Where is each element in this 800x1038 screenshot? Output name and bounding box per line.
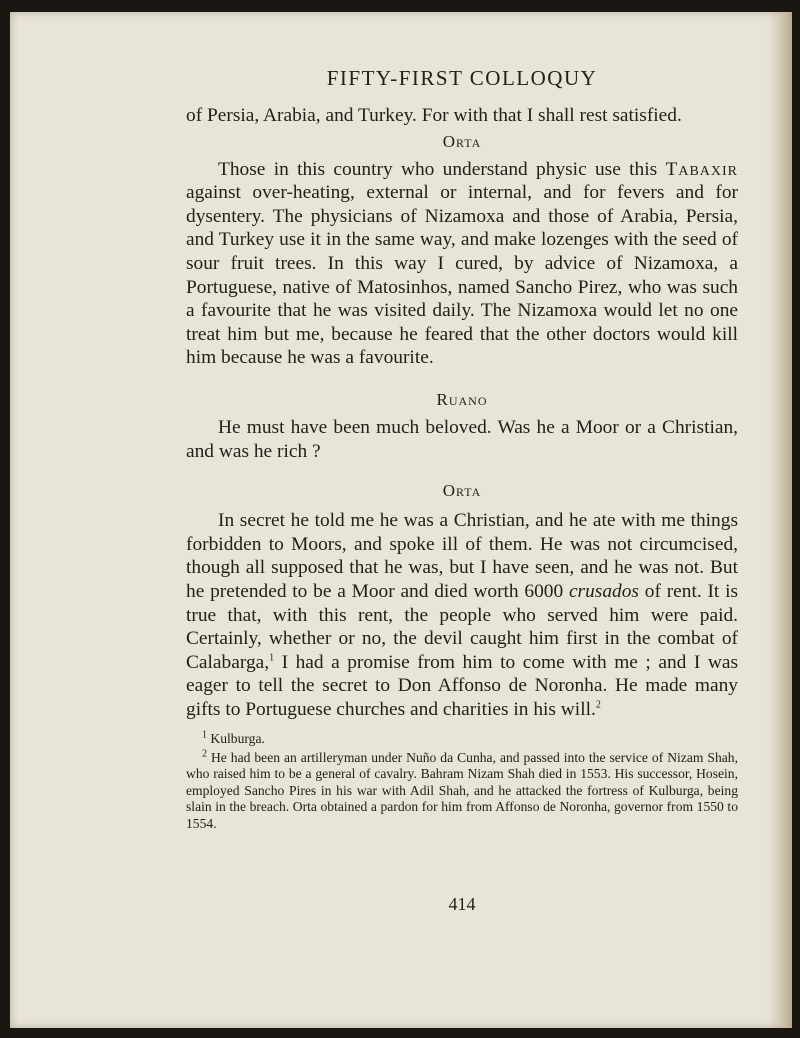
term: Tabaxir	[665, 158, 738, 180]
paragraph-lead: Those in this country who understand physic use this	[218, 158, 658, 180]
paragraph-part: of rent. It is true that, with this rent, the people who served him were paid. Certainly, whether or no, the devil caught him first in the combat of Calabarga,	[186, 580, 739, 673]
paragraph: He must have been much beloved. Was he a Moor or a Christian, and was he rich ?	[186, 416, 738, 462]
paragraph	[186, 509, 738, 721]
footnote-ref[interactable]: 2	[595, 699, 601, 711]
intro-paragraph: of Persia, Arabia, and Turkey. For with that I shall rest satisfied.	[186, 105, 682, 126]
paragraph-rest: against over-heating, external or internal, and for fevers and for dysentery. The physicians of Nizamoxa and those of Arabia, Persia, and Turkey use it in the same way, and make lozenges with the seed of sour fruit trees. In this way I cured, by advice of Nizamoxa, a Portuguese, native of Matosinhos, named Sancho Pirez, who was such a favourite that he was visited daily. The Nizamoxa would let no one treat him but me, because he feared that the other doctors would kill him because he was a favourite.	[186, 182, 738, 369]
speaker-heading: Ruano	[436, 389, 488, 409]
paragraph-part: I had a promise from him to come with me ; and I was eager to tell the secret to Don Affonso de Noronha. He made many gifts to Portuguese churches and charities in his will.	[186, 651, 738, 720]
footnotes	[186, 731, 738, 831]
footnote-ref[interactable]: 1	[269, 652, 275, 664]
footnote	[186, 731, 738, 747]
footnote-text: Kulburga.	[210, 731, 265, 747]
footnote-mark: 1	[202, 729, 207, 741]
page-edge	[782, 12, 792, 1028]
body-text	[186, 104, 738, 832]
page-number: 414	[448, 894, 476, 914]
speaker-heading: Orta	[442, 481, 482, 501]
paragraph-part: In secret he told me he was a Christian, and he ate with me things forbidden to Moors, and spoke ill of them. He was not circumcised, though all supposed that he was, but I have seen, and he was not. But he pretended to be a Moor and died worth 6000	[186, 510, 738, 602]
footnote-text: He had been an artilleryman under Nuño da Cunha, and passed into the service of Nizam Shah, who raised him to be a general of cavalry. Bahram Nizam Shah died in 1553. His successor, Hosein, employed Sancho Pires in his war with Adil Shah, and he attacked the fortress of Kulburga, being slain in the breach. Orta obtained a pardon for him from Affonso de Noronha, governor from 1550 to 1554.	[186, 749, 738, 831]
speaker-heading: Orta	[442, 131, 482, 151]
italic-term: crusados	[568, 580, 639, 602]
paragraph	[186, 158, 738, 370]
footnote-mark: 2	[202, 748, 207, 760]
running-head: FIFTY-FIRST COLLOQUY	[326, 66, 598, 90]
footnote	[186, 750, 738, 832]
